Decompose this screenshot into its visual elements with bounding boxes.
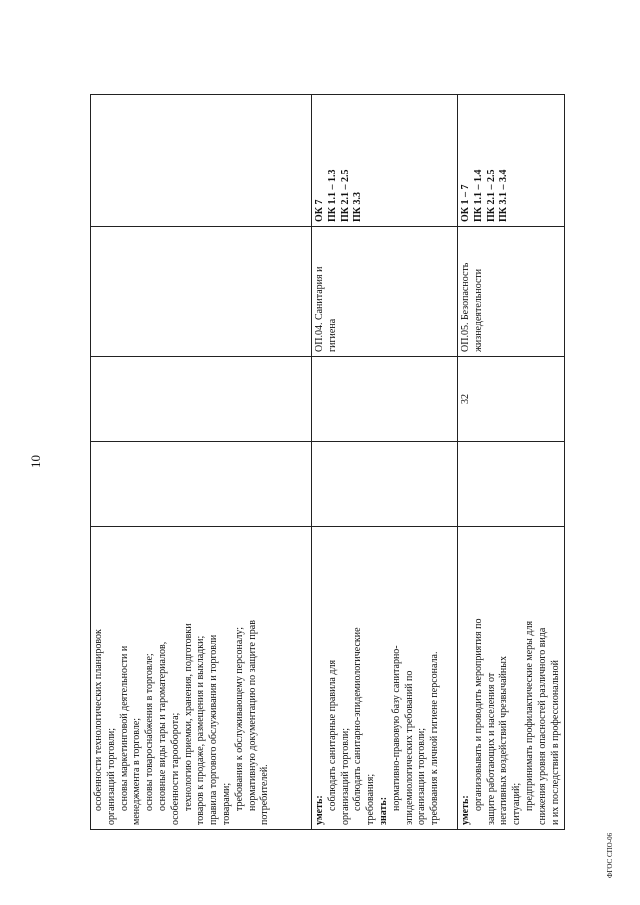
content-line: основы товароснабжения в торговле;: [144, 653, 156, 811]
content-cell: [312, 527, 458, 830]
content-line: правила торгового обслуживания и торговли: [208, 634, 220, 825]
empty-cell: [312, 442, 458, 527]
empty-cell: [91, 442, 312, 527]
content-line: особенности технологических планировок: [93, 629, 104, 811]
content-line: и их последствий в профессиональной: [549, 660, 561, 825]
competency-code: ПК 2.1 – 2.5: [485, 169, 497, 222]
table-row: [458, 95, 565, 830]
empty-cell: [458, 442, 565, 527]
content-line: основные виды тары и тароматериалов,: [156, 641, 168, 811]
discipline-cell: ОП.05. Безопасность жизнедеятельности: [458, 227, 565, 357]
hours-cell: [312, 357, 458, 442]
competency-code: ПК 1.1 – 1.3: [326, 169, 338, 222]
content-line: предпринимать профилактические меры для: [523, 620, 535, 811]
content-line: организаций торговли;: [105, 728, 117, 825]
content-line: уметь:: [314, 795, 325, 825]
curriculum-table: [90, 94, 565, 830]
competency-code: ПК 2.1 – 2.5: [339, 169, 351, 222]
content-line: потребителей.: [259, 764, 271, 825]
content-line: требования к личной гигиене персонала.: [429, 651, 441, 825]
rotated-table-sheet: [90, 95, 561, 830]
content-line: требования;: [365, 773, 377, 825]
content-line: требования к обслуживающему персоналу;: [233, 626, 245, 811]
table-row: [91, 95, 312, 830]
content-line: знать:: [377, 796, 389, 825]
hours-cell: [91, 357, 312, 442]
competency-code: ПК 3.3: [352, 191, 364, 222]
content-line: нормативную документацию по защите прав: [246, 620, 258, 811]
table-row: [312, 95, 458, 830]
competency-code: ОК 1 – 7: [460, 184, 471, 222]
content-line: уметь:: [460, 795, 471, 825]
content-line: товаров к продаже, размещения и выкладки;: [195, 635, 207, 825]
competencies-cell: [312, 95, 458, 227]
competencies-cell: [91, 95, 312, 227]
content-line: снижения уровня опасностей различного вида: [536, 627, 548, 825]
content-line: технологию приемки, хранения, подготовки: [182, 623, 194, 811]
hours-cell: 32: [458, 357, 565, 442]
content-line: нормативно-правовую базу санитарно-: [390, 645, 402, 811]
content-line: организаций торговли;: [339, 728, 351, 825]
page-number: 10: [28, 455, 43, 468]
competency-code: ОК 7: [314, 199, 325, 222]
discipline-cell: [91, 227, 312, 357]
content-line: негативных воздействий чрезвычайных: [498, 656, 510, 825]
content-line: соблюдать санитарно-эпидемиологические: [352, 627, 364, 811]
content-line: организации торговли;: [416, 728, 428, 825]
content-line: особенности тарооборота;: [169, 712, 181, 825]
footer-mark: ФГОС СПО-06: [606, 832, 614, 878]
content-line: соблюдать санитарные правила для: [326, 659, 338, 811]
content-line: товарами;: [220, 782, 232, 825]
content-line: основы маркетинговой деятельности и: [118, 645, 130, 811]
competency-code: ПК 1.1 – 1.4: [472, 169, 484, 222]
content-cell: [91, 527, 312, 830]
competencies-cell: [458, 95, 565, 227]
content-cell: [458, 527, 565, 830]
rotated-table-frame: [90, 95, 561, 830]
discipline-cell: ОП.04. Санитария и гигиена: [312, 227, 458, 357]
content-line: ситуаций;: [511, 782, 523, 825]
content-line: эпидемиологических требований по: [403, 670, 415, 825]
content-line: защите работающих и населения от: [485, 672, 497, 825]
content-line: организовывать и проводить мероприятия по: [472, 618, 484, 811]
competency-code: ПК 3.1 – 3.4: [498, 169, 510, 222]
content-line: менеджмента в торговле;: [131, 717, 143, 825]
